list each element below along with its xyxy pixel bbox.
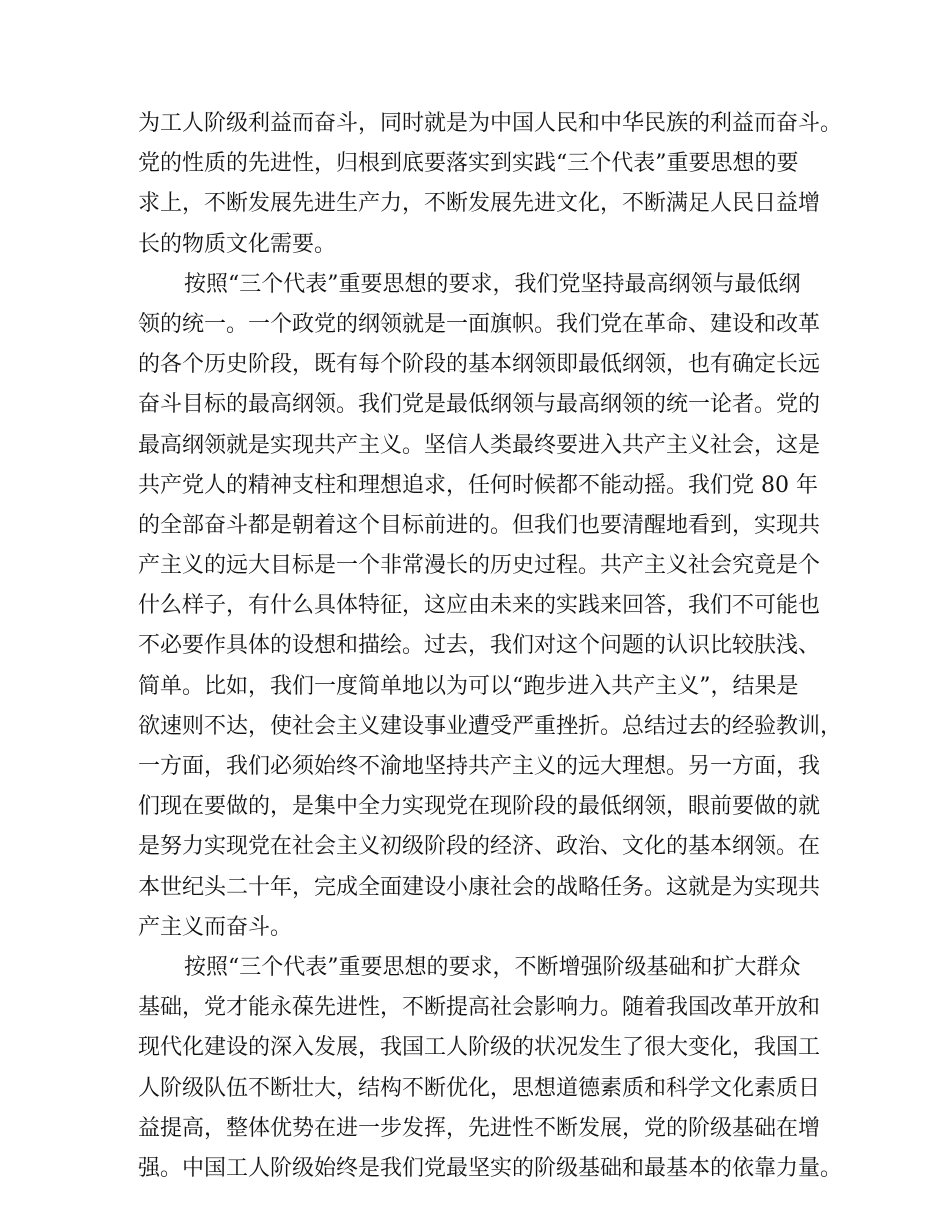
text-line: 们现在要做的，是集中全力实现党在现阶段的最低纲领，眼前要做的就 — [138, 794, 821, 820]
text-line: 为工人阶级利益而奋斗，同时就是为中国人民和中华民族的利益而奋斗。 — [138, 111, 843, 136]
text-line: 的各个历史阶段，既有每个阶段的基本纲领即最低纲领，也有确定长远 — [138, 352, 821, 378]
text-line: 领的统一。一个政党的纲领就是一面旗帜。我们党在革命、建设和改革 — [138, 311, 821, 337]
text-line: 按照“三个代表”重要思想的要求，不断增强阶级基础和扩大群众 — [184, 954, 801, 980]
text-line: 共产党人的精神支柱和理想追求，任何时候都不能动摇。我们党 80 年 — [138, 472, 818, 498]
text-line: 益提高，整体优势在进一步发挥，先进性不断发展，党的阶级基础在增 — [138, 1115, 821, 1141]
text-line: 按照“三个代表”重要思想的要求，我们党坚持最高纲领与最低纲 — [184, 271, 801, 297]
text-line: 产主义的远大目标是一个非常漫长的历史过程。共产主义社会究竟是个 — [138, 553, 821, 579]
text-line: 产主义而奋斗。 — [138, 914, 293, 940]
body-text — [138, 104, 843, 1189]
text-line: 基础，党才能永葆先进性，不断提高社会影响力。随着我国改革开放和 — [138, 995, 821, 1021]
text-line: 最高纲领就是实现共产主义。坚信人类最终要进入共产主义社会，这是 — [138, 432, 821, 458]
text-line: 是努力实现党在社会主义初级阶段的经济、政治、文化的基本纲领。在 — [138, 834, 821, 860]
text-line: 人阶级队伍不断壮大，结构不断优化，思想道德素质和科学文化素质日 — [138, 1075, 821, 1101]
text-line: 奋斗目标的最高纲领。我们党是最低纲领与最高纲领的统一论者。党的 — [138, 392, 821, 418]
text-line: 强。中国工人阶级始终是我们党最坚实的阶级基础和最基本的依靠力量。 — [138, 1155, 843, 1181]
paragraph-3 — [138, 948, 843, 1189]
text-line: 党的性质的先进性，归根到底要落实到实践“三个代表”重要思想的要 — [138, 151, 799, 177]
text-line: 现代化建设的深入发展，我国工人阶级的状况发生了很大变化，我国工 — [138, 1035, 821, 1061]
text-line: 本世纪头二十年，完成全面建设小康社会的战略任务。这就是为实现共 — [138, 874, 821, 900]
paragraph-1 — [138, 104, 843, 265]
text-line: 简单。比如，我们一度简单地以为可以“跑步进入共产主义”，结果是 — [138, 673, 799, 699]
text-line: 不必要作具体的设想和描绘。过去，我们对这个问题的认识比较肤浅、 — [138, 633, 821, 659]
text-line: 长的物质文化需要。 — [138, 231, 337, 257]
text-line: 的全部奋斗都是朝着这个目标前进的。但我们也要清醒地看到，实现共 — [138, 512, 821, 538]
text-line: 什么样子，有什么具体特征，这应由未来的实践来回答，我们不可能也 — [138, 593, 821, 619]
text-line: 求上，不断发展先进生产力，不断发展先进文化，不断满足人民日益增 — [138, 191, 821, 217]
text-line: 欲速则不达，使社会主义建设事业遭受严重挫折。总结过去的经验教训， — [138, 713, 843, 739]
paragraph-2 — [138, 265, 843, 948]
text-line: 一方面，我们必须始终不渝地坚持共产主义的远大理想。另一方面，我 — [138, 754, 821, 779]
